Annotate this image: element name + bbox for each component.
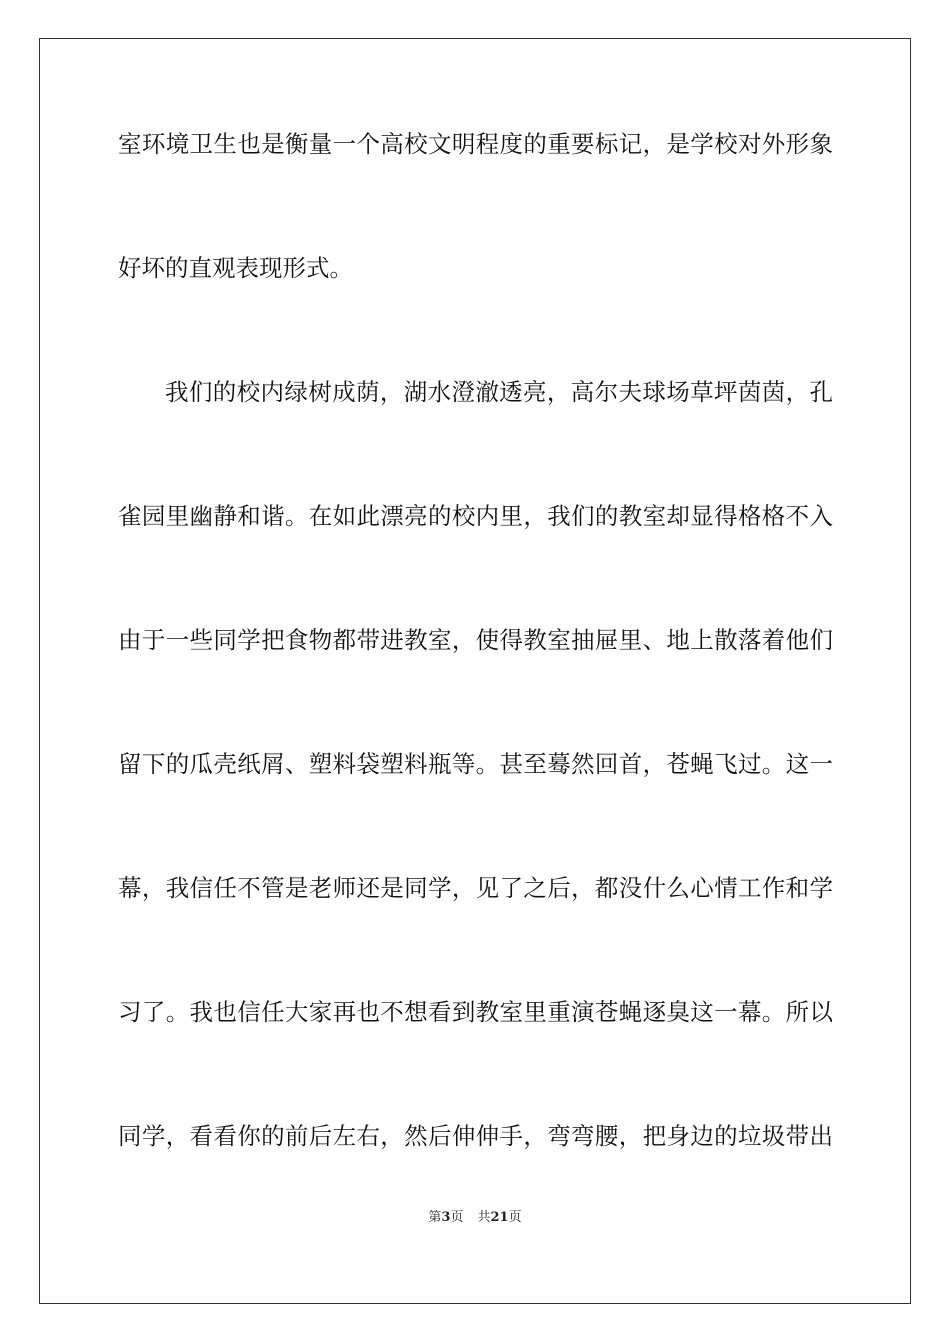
text-line: 雀园里幽静和谐。在如此漂亮的校内里，我们的教室却显得格格不入: [118, 502, 833, 530]
total-pages-number: 21: [490, 1210, 509, 1225]
page-label-suffix: 页: [450, 1210, 464, 1225]
page-footer: [0, 1209, 950, 1227]
page-border: [39, 38, 911, 1304]
current-page-number: 3: [441, 1210, 451, 1225]
text-line: 幕，我信任不管是老师还是同学，见了之后，都没什么心情工作和学: [118, 874, 833, 902]
body-text: [118, 128, 833, 1244]
total-label-suffix: 页: [508, 1210, 522, 1225]
total-label-prefix: 共: [477, 1210, 491, 1225]
text-line: 留下的瓜壳纸屑、塑料袋塑料瓶等。甚至蓦然回首，苍蝇飞过。这一: [118, 750, 833, 778]
paragraph-start-line: 我们的校内绿树成荫，湖水澄澈透亮，高尔夫球场草坪茵茵，孔: [165, 378, 833, 406]
text-line: 由于一些同学把食物都带进教室，使得教室抽屉里、地上散落着他们: [118, 626, 833, 654]
page-label-prefix: 第: [428, 1210, 442, 1225]
text-line: 室环境卫生也是衡量一个高校文明程度的重要标记，是学校对外形象: [118, 130, 833, 158]
text-line: 习了。我也信任大家再也不想看到教室里重演苍蝇逐臭这一幕。所以: [118, 998, 833, 1026]
text-line: 同学，看看你的前后左右，然后伸伸手，弯弯腰，把身边的垃圾带出: [118, 1122, 833, 1150]
text-line: 好坏的直观表现形式。: [118, 254, 353, 282]
